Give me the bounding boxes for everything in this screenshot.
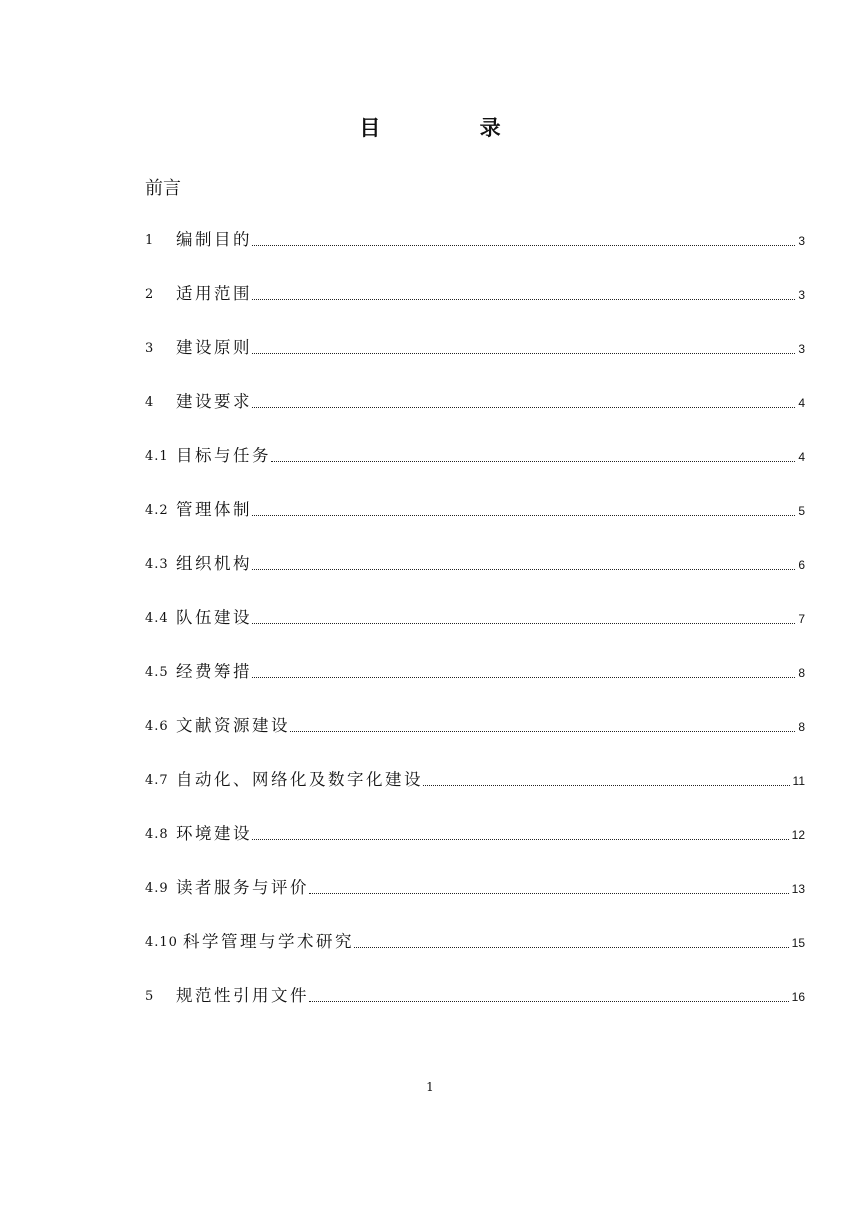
toc-entry-4-9[interactable] bbox=[145, 876, 805, 930]
toc-entry-page: 13 bbox=[791, 882, 805, 896]
toc-entry-number: 4.6 bbox=[145, 719, 169, 734]
toc-entry-number: 4.7 bbox=[145, 773, 169, 788]
toc-entry-2[interactable] bbox=[145, 282, 805, 336]
toc-entry-label: 适用范围 bbox=[176, 284, 252, 303]
toc-entry-page: 12 bbox=[791, 828, 805, 842]
toc-dot-leader bbox=[271, 444, 795, 462]
toc-entry-4[interactable] bbox=[145, 390, 805, 444]
toc-entry-number: 4.8 bbox=[145, 827, 169, 842]
toc-entry-number: 4.9 bbox=[145, 881, 169, 896]
toc-entry-4-3[interactable] bbox=[145, 552, 805, 606]
toc-entry-page: 6 bbox=[798, 558, 805, 572]
toc-dot-leader bbox=[252, 228, 795, 246]
toc-entry-4-6[interactable] bbox=[145, 714, 805, 768]
toc-entry-number: 3 bbox=[145, 341, 155, 356]
toc-entry-4-8[interactable] bbox=[145, 822, 805, 876]
toc-dot-leader bbox=[309, 984, 789, 1002]
toc-entry-label: 经费筹措 bbox=[176, 662, 252, 681]
toc-entry-page: 4 bbox=[798, 450, 805, 464]
toc-preface: 前言 bbox=[145, 178, 181, 199]
toc-entry-4-2[interactable] bbox=[145, 498, 805, 552]
toc-entry-page: 7 bbox=[798, 612, 805, 626]
toc-dot-leader bbox=[252, 822, 789, 840]
toc-entry-4-10[interactable] bbox=[145, 930, 805, 984]
toc-entry-4-1[interactable] bbox=[145, 444, 805, 498]
toc-entry-label: 目标与任务 bbox=[176, 446, 271, 465]
toc-entry-label: 读者服务与评价 bbox=[176, 878, 309, 897]
toc-dot-leader bbox=[423, 768, 790, 786]
toc-entry-page: 11 bbox=[792, 774, 805, 788]
toc-dot-leader bbox=[252, 390, 795, 408]
toc-entry-number: 4.3 bbox=[145, 557, 169, 572]
toc-entry-number: 2 bbox=[145, 287, 155, 302]
toc-entry-number: 4.1 bbox=[145, 449, 169, 464]
page-number: 1 bbox=[426, 1080, 434, 1094]
toc-dot-leader bbox=[252, 552, 795, 570]
toc-entry-number: 5 bbox=[145, 989, 155, 1004]
toc-entry-1[interactable] bbox=[145, 228, 805, 282]
toc-entry-label: 文献资源建设 bbox=[176, 716, 290, 735]
toc-entry-page: 3 bbox=[798, 342, 805, 356]
toc-entry-label: 科学管理与学术研究 bbox=[183, 932, 354, 951]
toc-entry-page: 15 bbox=[791, 936, 805, 950]
toc-dot-leader bbox=[252, 606, 795, 624]
toc-entry-number: 4.5 bbox=[145, 665, 169, 680]
toc-dot-leader bbox=[252, 660, 795, 678]
toc-entry-3[interactable] bbox=[145, 336, 805, 390]
toc-dot-leader bbox=[252, 282, 795, 300]
toc-entry-label: 管理体制 bbox=[176, 500, 252, 519]
toc-entry-page: 8 bbox=[798, 720, 805, 734]
toc-entry-label: 编制目的 bbox=[176, 230, 252, 249]
toc-entry-number: 4.2 bbox=[145, 503, 169, 518]
toc-entry-number: 4 bbox=[145, 395, 155, 410]
toc-dot-leader bbox=[354, 930, 789, 948]
toc-dot-leader bbox=[290, 714, 795, 732]
toc-entry-label: 自动化、网络化及数字化建设 bbox=[176, 770, 423, 789]
toc-entry-number: 1 bbox=[145, 233, 155, 248]
toc-entry-label: 建设要求 bbox=[176, 392, 252, 411]
toc-entry-number: 4.10 bbox=[145, 935, 178, 950]
toc-entry-page: 4 bbox=[798, 396, 805, 410]
toc-entry-page: 5 bbox=[798, 504, 805, 518]
toc-dot-leader bbox=[252, 498, 795, 516]
toc-entry-page: 3 bbox=[798, 234, 805, 248]
toc-entry-4-4[interactable] bbox=[145, 606, 805, 660]
toc-entry-4-7[interactable] bbox=[145, 768, 805, 822]
toc-entry-label: 环境建设 bbox=[176, 824, 252, 843]
table-of-contents bbox=[145, 228, 805, 1038]
toc-entry-page: 8 bbox=[798, 666, 805, 680]
toc-entry-4-5[interactable] bbox=[145, 660, 805, 714]
toc-entry-5[interactable] bbox=[145, 984, 805, 1038]
toc-entry-label: 规范性引用文件 bbox=[176, 986, 309, 1005]
toc-dot-leader bbox=[309, 876, 789, 894]
toc-entry-label: 队伍建设 bbox=[176, 608, 252, 627]
toc-entry-label: 建设原则 bbox=[176, 338, 252, 357]
toc-entry-page: 16 bbox=[791, 990, 805, 1004]
toc-entry-number: 4.4 bbox=[145, 611, 169, 626]
toc-title: 目 录 bbox=[359, 116, 547, 140]
toc-entry-label: 组织机构 bbox=[176, 554, 252, 573]
toc-entry-page: 3 bbox=[798, 288, 805, 302]
toc-dot-leader bbox=[252, 336, 795, 354]
